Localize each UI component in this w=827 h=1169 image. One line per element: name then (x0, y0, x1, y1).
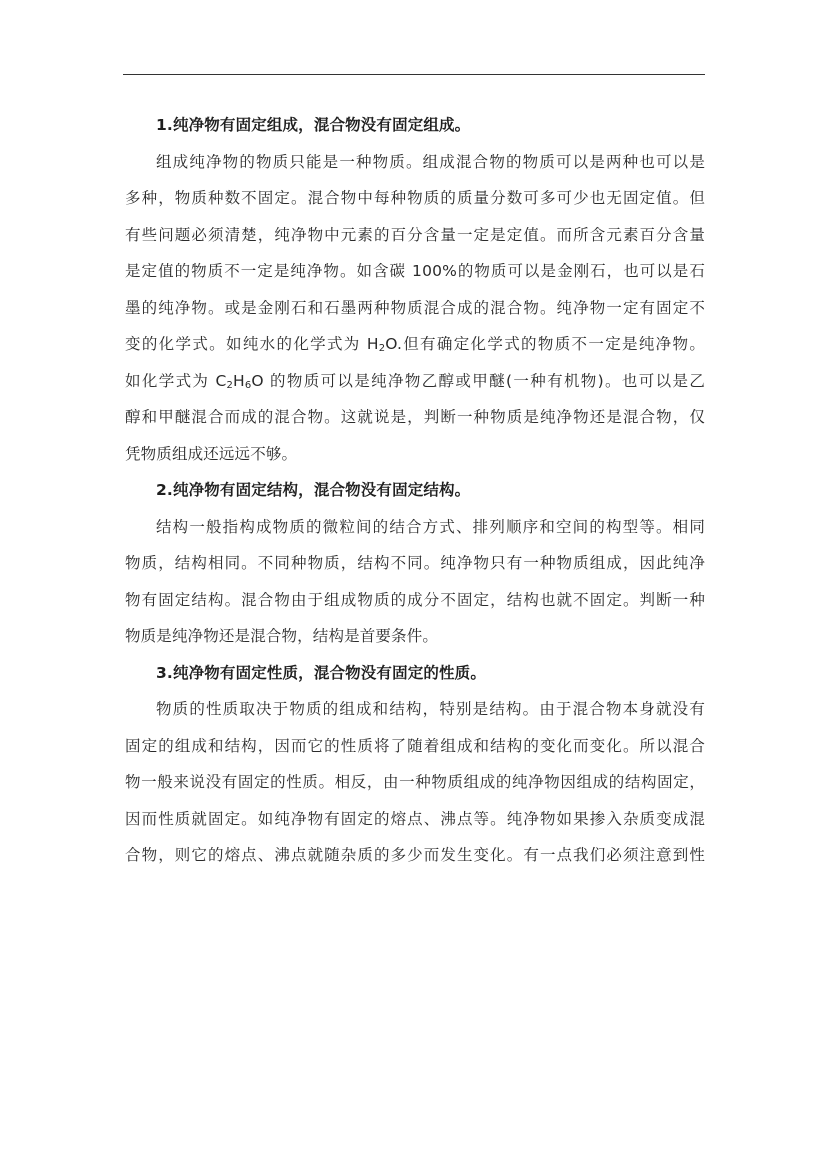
section-heading-3: 3.纯净物有固定性质，混合物没有固定的性质。 (156, 663, 486, 682)
text-segment: O.但有确定化学式的物质不一定是纯净物。 (385, 335, 705, 353)
paragraph-line: 结构一般指构成物质的微粒间的结合方式、排列顺序和空间的构型等。相同 (156, 517, 705, 536)
section-heading-1: 1.纯净物有固定组成，混合物没有固定组成。 (156, 116, 471, 134)
text-segment: O 的物质可以是纯净物乙醇或甲醚(一种有机物)。也可以是乙 (251, 371, 705, 390)
section-heading-2: 2.纯净物有固定结构，混合物没有固定结构。 (156, 481, 471, 499)
paragraph-line: 因而性质就固定。如纯净物有固定的熔点、沸点等。纯净物如果掺入杂质变成混 (125, 809, 705, 828)
subscript: 2 (226, 379, 234, 391)
paragraph-line: 组成纯净物的物质只能是一种物质。组成混合物的物质可以是两种也可以是 (156, 152, 705, 171)
paragraph-line: 醇和甲醚混合而成的混合物。这就说是，判断一种物质是纯净物还是混合物，仅 (125, 408, 705, 426)
paragraph-line: 物质的性质取决于物质的组成和结构，特别是结构。由于混合物本身就没有 (156, 700, 705, 718)
paragraph-line-formula-h2o (125, 326, 705, 363)
paragraph-line: 多种，物质种数不固定。混合物中每种物质的质量分数可多可少也无固定值。但 (125, 189, 705, 207)
subscript: 6 (244, 379, 252, 391)
paragraph-line: 是定值的物质不一定是纯净物。如含碳 100%的物质可以是金刚石，也可以是石 (125, 262, 705, 280)
paragraph-line: 物质，结构相同。不同种物质，结构不同。纯净物只有一种物质组成，因此纯净 (125, 554, 705, 572)
subscript: 2 (378, 343, 386, 354)
paragraph-line-last: 物质是纯净物还是混合物，结构是首要条件。 (125, 627, 439, 645)
paragraph-line: 合物，则它的熔点、沸点就随杂质的多少而发生变化。有一点我们必须注意到性 (125, 846, 705, 864)
text-segment: H (233, 371, 245, 390)
paragraph-line: 物有固定结构。混合物由于组成物质的成分不固定，结构也就不固定。判断一种 (125, 590, 705, 609)
paragraph-line: 有些问题必须清楚，纯净物中元素的百分含量一定是定值。而所含元素百分含量 (125, 225, 705, 244)
paragraph-line: 物一般来说没有固定的性质。相反，由一种物质组成的纯净物因组成的结构固定， (125, 773, 705, 791)
paragraph-line-last: 凭物质组成还远远不够。 (125, 444, 298, 463)
header-rule (123, 74, 705, 75)
paragraph-line-formula-c2h6o (125, 363, 705, 400)
text-segment: 如化学式为 C (125, 371, 227, 390)
text-segment: 变的化学式。如纯水的化学式为 H (125, 335, 379, 353)
document-body (125, 107, 705, 874)
paragraph-line: 墨的纯净物。或是金刚石和石墨两种物质混合成的混合物。纯净物一定有固定不 (125, 298, 705, 317)
paragraph-line: 固定的组成和结构，因而它的性质将了随着组成和结构的变化而变化。所以混合 (125, 736, 705, 755)
